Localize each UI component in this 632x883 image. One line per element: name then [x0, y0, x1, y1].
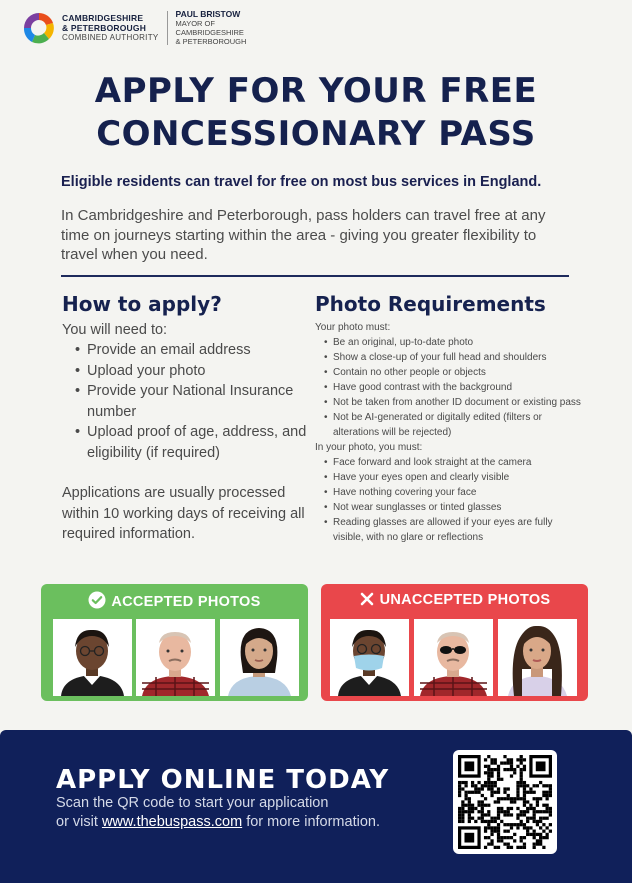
- page-title: [0, 70, 632, 156]
- accepted-photo-2: [136, 619, 215, 696]
- unaccepted-photos-panel: [321, 584, 588, 701]
- list-item: • Not be AI-generated or digitally edited (filters or alterations will be rejected): [315, 410, 585, 440]
- website-link[interactable]: www.thebuspass.com: [101, 814, 243, 830]
- unaccepted-photos-label: UNACCEPTED PHOTOS: [379, 592, 551, 608]
- list-item: • Provide your National Insurance number: [62, 381, 312, 422]
- unaccepted-photo-3: [498, 619, 577, 696]
- eligibility-subhead: Eligible residents can travel for free on most bus services in England.: [61, 174, 542, 190]
- qr-code-image: [458, 755, 552, 849]
- list-item: • Provide an email address: [62, 340, 312, 361]
- cross-icon: [359, 591, 375, 607]
- header: [22, 8, 246, 48]
- list-item: • Upload proof of age, address, and eligibility (if required): [62, 422, 312, 463]
- list-item: • Not wear sunglasses or tinted glasses: [315, 500, 585, 515]
- in-photo-list: [315, 455, 585, 545]
- list-item: • Have good contrast with the background: [315, 380, 585, 395]
- visit-suffix: for more information.: [246, 814, 380, 830]
- how-to-apply-section: [62, 292, 312, 545]
- how-to-apply-heading: How to apply?: [62, 292, 222, 316]
- processing-time-text: Applications are usually processed within 10 working days of receiving all required information.: [62, 485, 305, 542]
- photo-requirements-heading: Photo Requirements: [315, 292, 546, 316]
- title-line-2: CONCESSIONARY PASS: [96, 114, 536, 154]
- visit-prefix: or visit: [56, 814, 98, 830]
- in-photo-label: In your photo, you must:: [315, 442, 423, 453]
- accepted-photos-label: ACCEPTED PHOTOS: [111, 594, 261, 610]
- accepted-photo-1: [53, 619, 132, 696]
- requirements-list: [62, 340, 312, 463]
- unaccepted-photo-1: [330, 619, 409, 696]
- list-item: • Contain no other people or objects: [315, 365, 585, 380]
- need-label: You will need to:: [62, 322, 168, 338]
- list-item: • Be an original, up-to-date photo: [315, 335, 585, 350]
- header-divider: [167, 11, 168, 45]
- must-label: Your photo must:: [315, 322, 391, 333]
- mayor-line-3: CAMBRIDGESHIRE: [175, 28, 244, 37]
- apply-online-heading: APPLY ONLINE TODAY: [56, 765, 390, 795]
- check-circle-icon: [88, 591, 106, 609]
- org-line-1: CAMBRIDGESHIRE: [62, 13, 144, 23]
- combined-authority-logo: [22, 11, 56, 45]
- mayor-line-4: & PETERBOROUGH: [175, 37, 247, 46]
- title-line-1: APPLY FOR YOUR FREE: [94, 71, 538, 111]
- section-divider: [61, 275, 569, 277]
- list-item: • Have your eyes open and clearly visible: [315, 470, 585, 485]
- visit-text: [56, 814, 380, 830]
- list-item: • Reading glasses are allowed if your eyes are fully visible, with no glare or reflections: [315, 515, 585, 545]
- list-item: • Show a close-up of your full head and shoulders: [315, 350, 585, 365]
- org-line-2: & PETERBOROUGH: [62, 23, 147, 33]
- mayor-name: PAUL BRISTOW: [175, 9, 241, 19]
- accepted-photo-3: [220, 619, 299, 696]
- org-line-3: COMBINED AUTHORITY: [62, 33, 159, 42]
- list-item: • Face forward and look straight at the camera: [315, 455, 585, 470]
- photo-requirements-section: [315, 292, 585, 545]
- org-name: [62, 13, 159, 43]
- list-item: • Have nothing covering your face: [315, 485, 585, 500]
- scan-qr-text: Scan the QR code to start your application: [56, 795, 329, 811]
- intro-paragraph: In Cambridgeshire and Peterborough, pass holders can travel free at any time on journeys starting within the area - giving you greater flexibility to travel when you need.: [61, 207, 546, 263]
- apply-online-banner: [0, 730, 632, 883]
- unaccepted-photos-title: [321, 591, 588, 608]
- qr-code[interactable]: [453, 750, 557, 854]
- photo-must-list: [315, 335, 585, 440]
- accepted-photos-title: [41, 591, 308, 610]
- list-item: • Not be taken from another ID document or existing pass: [315, 395, 585, 410]
- mayor-line-2: MAYOR OF: [175, 19, 215, 28]
- accepted-photos-panel: [41, 584, 308, 701]
- mayor-block: [176, 10, 247, 46]
- unaccepted-photo-2: [414, 619, 493, 696]
- list-item: • Upload your photo: [62, 361, 312, 382]
